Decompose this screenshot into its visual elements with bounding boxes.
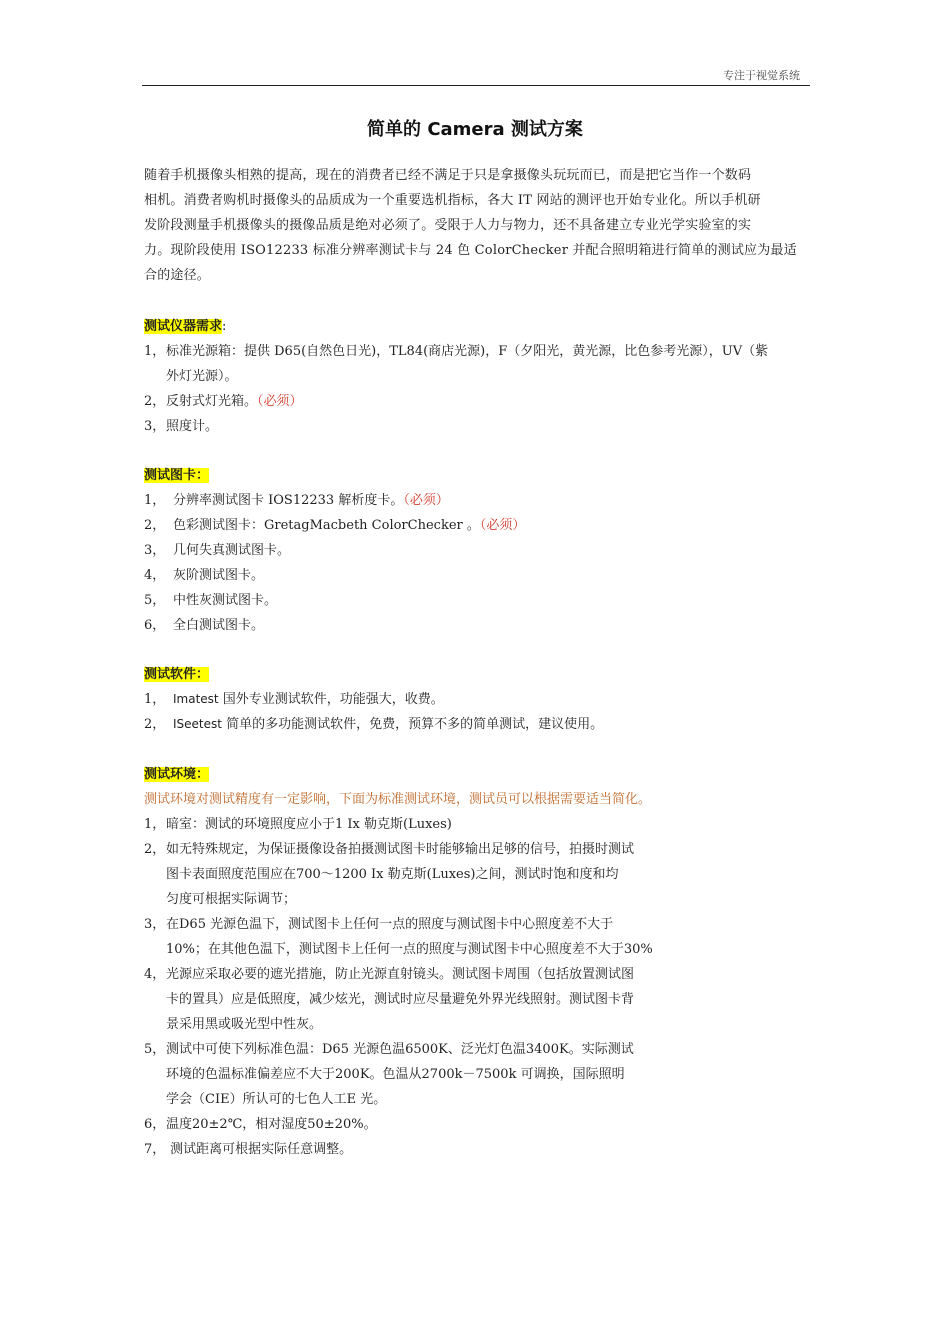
software-name: ISeetest [173, 717, 222, 731]
environment-section [144, 762, 653, 1162]
item-text: 灰阶测试图卡。 [173, 568, 265, 583]
item-text: 在D65 光源色温下，测试图卡上任何一点的照度与测试图卡中心照度差不大于 [166, 917, 614, 932]
list-item-continuation: 图卡表面照度范围应在700～1200 Ix 勒克斯(Luxes)之间，测试时饱和度和均 [166, 867, 619, 882]
environment-heading [144, 762, 653, 787]
item-number: 6， [144, 618, 166, 633]
item-text: 全白测试图卡。 [173, 618, 265, 633]
charts-heading [144, 463, 525, 488]
item-text: 照度计。 [166, 419, 219, 434]
instruments-section [144, 314, 768, 439]
list-item-continuation: 外灯光源）。 [166, 369, 238, 384]
intro-paragraph [144, 163, 810, 288]
item-number: 2， [144, 717, 166, 732]
item-number: 6， [144, 1117, 166, 1132]
instruments-heading-label: 测试仪器需求 [144, 319, 223, 334]
charts-section [144, 463, 525, 638]
item-text: 暗室：测试的环境照度应小于1 Ix 勒克斯(Luxes) [166, 817, 452, 832]
list-item [144, 1112, 653, 1137]
item-text: 中性灰测试图卡。 [173, 593, 278, 608]
instruments-heading-colon: : [222, 319, 227, 334]
item-text: 如无特殊规定，为保证摄像设备拍摄测试图卡时能够输出足够的信号，拍摄时测试 [166, 842, 635, 857]
list-item-continuation: 10%；在其他色温下，测试图卡上任何一点的照度与测试图卡中心照度差不大于30% [166, 942, 653, 957]
list-item-continuation: 环境的色温标准偏差应不大于200K。色温从2700k－7500k 可调换，国际照明 [166, 1067, 625, 1082]
item-number: 1， [144, 692, 166, 707]
software-heading-label: 测试软件： [144, 667, 210, 682]
item-text: 测试距离可根据实际任意调整。 [166, 1142, 353, 1157]
list-item [144, 588, 525, 613]
header-divider [142, 85, 810, 86]
item-text: 测试中可使下列标准色温：D65 光源色温6500K、泛光灯色温3400K。实际测试 [166, 1042, 634, 1057]
item-number: 4， [144, 568, 166, 583]
item-text: 反射式灯光箱。 [166, 394, 258, 409]
list-item [144, 563, 525, 588]
list-item [144, 712, 603, 737]
item-text: 标准光源箱：提供 D65(自然色日光)，TL84(商店光源)，F（夕阳光，黄光源，比色参考光源），UV（紫 [166, 344, 769, 359]
environment-heading-label: 测试环境： [144, 767, 210, 782]
item-text: 温度20±2℃，相对湿度50±20%。 [166, 1117, 377, 1132]
software-heading [144, 662, 603, 687]
list-item [144, 414, 768, 439]
list-item [144, 1037, 653, 1062]
list-item-continuation: 景采用黑或吸光型中性灰。 [166, 1017, 323, 1032]
required-note: （必须） [403, 493, 449, 508]
item-number: 3， [144, 917, 166, 932]
required-note: （必须） [479, 518, 526, 533]
item-text: 国外专业测试软件，功能强大，收费。 [218, 692, 444, 707]
charts-heading-label: 测试图卡： [144, 468, 210, 483]
list-item [144, 488, 525, 513]
list-item-continuation: 卡的置具）应是低照度，减少炫光，测试时应尽量避免外界光线照射。测试图卡背 [166, 992, 635, 1007]
document-title: 简单的 Camera 测试方案 [367, 119, 583, 140]
instruments-heading [144, 314, 768, 339]
item-text: 分辨率测试图卡 IOS12233 解析度卡。 [173, 493, 404, 508]
page-header: 专注于视觉系统 [723, 69, 800, 82]
intro-line: 力。现阶段使用 ISO12233 标准分辨率测试卡与 24 色 ColorChecker 并配合照明箱进行简单的测试应为最适 [144, 243, 797, 258]
intro-line: 相机。消费者购机时摄像头的品质成为一个重要选机指标，各大 IT 网站的测评也开始专业化。所以手机研 [144, 193, 761, 208]
item-number: 2， [144, 842, 166, 857]
intro-line: 随着手机摄像头相熟的提高，现在的消费者已经不满足于只是拿摄像头玩玩而已，而是把它当作一个数码 [144, 168, 752, 183]
required-note: （必须） [257, 394, 303, 409]
item-number: 5， [144, 1042, 166, 1057]
list-item [144, 912, 653, 937]
list-item [144, 962, 653, 987]
list-item [144, 1137, 653, 1162]
item-number: 3， [144, 543, 166, 558]
item-number: 1， [144, 344, 166, 359]
software-section [144, 662, 603, 737]
list-item [144, 513, 525, 538]
item-text: 几何失真测试图卡。 [173, 543, 291, 558]
item-number: 1， [144, 817, 166, 832]
environment-note: 测试环境对测试精度有一定影响，下面为标准测试环境，测试员可以根据需要适当简化。 [144, 792, 652, 807]
item-number: 3， [144, 419, 166, 434]
list-item-continuation: 学会（CIE）所认可的七色人工E 光。 [166, 1092, 387, 1107]
list-item [144, 538, 525, 563]
software-name: Imatest [173, 692, 219, 706]
item-number: 4， [144, 967, 166, 982]
list-item [144, 339, 768, 364]
list-item [144, 687, 603, 712]
item-number: 5， [144, 593, 166, 608]
item-number: 2， [144, 394, 166, 409]
list-item-continuation: 匀度可根据实际调节； [166, 892, 297, 907]
item-number: 7， [144, 1142, 166, 1157]
item-number: 1， [144, 493, 166, 508]
item-text: 色彩测试图卡：GretagMacbeth ColorChecker 。 [173, 518, 480, 533]
list-item [144, 389, 768, 414]
item-number: 2， [144, 518, 166, 533]
list-item [144, 837, 653, 862]
intro-line: 发阶段测量手机摄像头的摄像品质是绝对必须了。受限于人力与物力，还不具备建立专业光学实验室的实 [144, 218, 752, 233]
item-text: 简单的多功能测试软件，免费，预算不多的简单测试，建议使用。 [221, 717, 604, 732]
intro-line: 合的途径。 [144, 268, 211, 283]
list-item [144, 812, 653, 837]
list-item [144, 613, 525, 638]
item-text: 光源应采取必要的遮光措施，防止光源直射镜头。测试图卡周围（包括放置测试图 [166, 967, 635, 982]
